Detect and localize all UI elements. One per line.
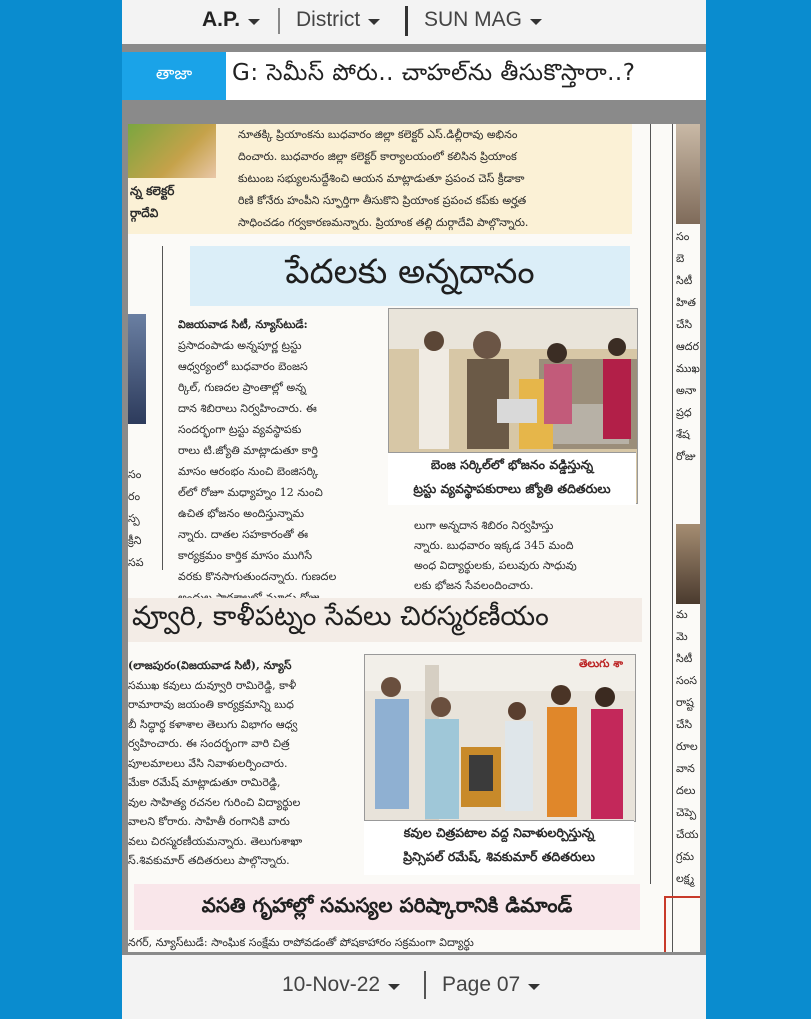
column-rule: [650, 124, 651, 884]
text-fragment: చేయ: [676, 828, 699, 841]
right-sliver-text: [676, 226, 700, 468]
left-sliver-photo: [128, 314, 146, 424]
right-sliver-box: [664, 896, 700, 952]
text-fragment: ప్రధ: [676, 406, 692, 419]
text-fragment: స్ప: [128, 512, 140, 525]
headline-story2: వ్వూరి, కాళీపట్నం సేవలు చిరస్మరణీయం: [128, 598, 642, 642]
text-line: లకు భోజన సేవలందించారు.: [414, 579, 534, 592]
chevron-down-icon: [530, 19, 542, 25]
state-label: A.P.: [202, 8, 241, 31]
right-sliver-photo: [676, 524, 700, 604]
right-sliver-photo: [676, 124, 700, 224]
chevron-down-icon: [368, 19, 380, 25]
text-line: పూలమాలలు వేసి నివాళులర్పించారు.: [128, 756, 288, 770]
chevron-down-icon: [388, 984, 400, 990]
caption-line: కవుల చిత్రపటాల వద్ద నివాళులర్పిస్తున్న: [403, 825, 595, 840]
district-dropdown[interactable]: [296, 8, 380, 32]
text-fragment: లక్ష్మ: [676, 872, 695, 885]
photo-banner-text: తెలుగు శా: [579, 657, 623, 670]
text-fragment: రోజు: [676, 450, 696, 463]
text-fragment: వాన: [676, 762, 695, 775]
text-line: కుటుంబ సభ్యులనుద్దేశించి ఆయన మాట్లాడుతూ ప్రపంచ చెస్ క్రీడాకా: [238, 172, 525, 185]
text-fragment: హిత: [676, 296, 696, 309]
text-fragment: గ్రమ: [676, 850, 695, 863]
text-line: మాసం ఆరంభం నుంచి బెంజిసర్కి: [178, 465, 319, 478]
text-line: ఆధ్వర్యంలో బుధవారం బెంజస: [178, 360, 308, 373]
text-fragment: శేష: [676, 428, 690, 441]
story1-left-column: [178, 314, 382, 608]
text-line: రిణి కోనేరు హంపీని స్ఫూర్తిగా తీసుకొని ప్రియాంక ప్రపంచ కప్‌కు అర్హత: [238, 194, 527, 207]
text-line: మేకా రమేష్ మాట్లాడుతూ రామిరెడ్డి,: [128, 776, 281, 789]
text-fragment: రం: [128, 490, 141, 503]
text-line: దించారు. బుధవారం జిల్లా కలెక్టర్ కార్యాలయంలో కలిసిన ప్రియాంక: [238, 150, 517, 163]
date-label: 10-Nov-22: [282, 973, 381, 996]
top-story-text: [238, 124, 630, 234]
caption-line: బెంజ సర్కిల్‌లో భోజనం వడ్డిస్తున్న: [430, 457, 594, 472]
story2-photo-caption: [364, 820, 634, 875]
text-line: స్.శివకుమార్ తదితరులు పాల్గొన్నారు.: [128, 854, 290, 867]
text-line: ప్రసాదంపాడు అన్నపూర్ణ ట్రస్టు: [178, 339, 302, 352]
caption-line: ప్రిన్సిపల్ రమేష్, శివకుమార్ తదితరులు: [403, 849, 595, 864]
chevron-down-icon: [248, 19, 260, 25]
text-line: వాలని కోరారు. సాహితీ రంగానికి వారు: [128, 815, 290, 828]
text-fragment: చెప్పె: [676, 806, 697, 819]
headline-story1: పేదలకు అన్నదానం: [190, 246, 630, 306]
text-line: రామారావు జయంతి కార్యక్రమాన్ని బుధ: [128, 698, 294, 711]
text-fragment: అనా: [676, 384, 697, 397]
text-fragment: ముఖ: [676, 362, 700, 375]
text-line: దాన శిబిరాలు నిర్వహించారు. ఈ: [178, 402, 317, 415]
caption-line: ట్రస్టు వ్యవస్థాపకురాలు జ్యోతి తదితరులు: [413, 481, 611, 496]
text-fragment: సప: [128, 556, 144, 569]
story1-right-column: [414, 516, 640, 596]
text-line: ల్‌లో రోజూ మధ్యాహ్నం 12 నుంచి: [178, 486, 323, 499]
text-line: సందర్భంగా ట్రస్టు వ్యవస్థాపకు: [178, 423, 302, 436]
sun-mag-label: SUN MAG: [424, 8, 523, 31]
text-line: సముఖ కవులు దువ్వూరి రామిరెడ్డి, కాళీ: [128, 678, 297, 692]
text-fragment: సిటీ: [676, 652, 693, 665]
left-sliver-text: [128, 464, 156, 574]
text-line: వలు చిరస్మరణీయమన్నారు. తెలుగుశాఖా: [128, 834, 303, 848]
text-fragment: మె: [676, 630, 688, 643]
ticker-badge: తాజా: [122, 52, 226, 100]
story2-text: [128, 656, 360, 871]
text-fragment: బె: [676, 252, 685, 265]
nav-divider: [278, 8, 280, 34]
top-nav-bar: [122, 0, 706, 44]
bottom-nav-bar: [122, 955, 706, 1019]
text-fragment: రూల: [676, 740, 698, 753]
text-fragment: చేసి: [676, 318, 693, 331]
text-line: ఉచిత భోజనం అందిస్తున్నామ: [178, 507, 305, 520]
story1-byline: విజయవాడ సిటీ, న్యూస్‌టుడే:: [178, 318, 308, 331]
nav-divider: [424, 971, 426, 999]
chevron-down-icon: [528, 984, 540, 990]
column-rule: [672, 124, 673, 952]
date-dropdown[interactable]: [282, 973, 400, 997]
text-line: కార్యక్రమం కార్తిక మాసం ముగిసే: [178, 549, 313, 562]
text-line: సాధించడం గర్వకారణమన్నారు. ప్రియాంక తల్లి దుర్గాదేవి పాల్గొన్నారు.: [238, 216, 529, 229]
photo-tribute-event: [365, 655, 635, 821]
news-ticker[interactable]: [122, 52, 706, 100]
text-line: న్నారు. దాతల సహకారంతో ఈ: [178, 528, 309, 541]
story1-photo-caption: [388, 452, 636, 505]
text-line: ర్కిల్, గుణదల ప్రాంతాల్లో అన్న: [178, 381, 307, 394]
page-dropdown[interactable]: [442, 973, 540, 997]
right-sliver-text: [676, 604, 700, 890]
text-line: వుల సాహిత్య రచనల గురించి విద్యార్థుల: [128, 795, 301, 809]
text-line: లుగా అన్నదాన శిబిరం నిర్వహిస్తు: [414, 519, 554, 532]
text-fragment: సం: [676, 230, 690, 243]
headline-story3: వసతి గృహాల్లో సమస్యల పరిష్కారానికి డిమాండ్: [134, 884, 640, 930]
district-label: District: [296, 8, 361, 31]
story2-photo: [364, 654, 636, 822]
epaper-page[interactable]: [128, 124, 700, 952]
app-viewport: [122, 0, 706, 1019]
text-line: నూతక్కి ప్రియాంకను బుధవారం జిల్లా కలెక్టర్ ఎస్.డిల్లీరావు అభినం: [238, 128, 518, 141]
text-fragment: సం: [128, 468, 142, 481]
text-line: (లాజపురం(విజయవాడ సిటీ), న్యూస్: [128, 659, 292, 672]
caption-line: ర్గాదేవి: [130, 206, 159, 220]
nav-divider: [405, 6, 408, 36]
text-fragment: చేసి: [676, 718, 693, 731]
text-line: బీ సిద్ధార్థ కళాశాల తెలుగు విభాగం ఆధ్వ: [128, 717, 298, 731]
column-rule: [162, 246, 163, 570]
story3-text: [128, 932, 640, 952]
text-fragment: రాష్ట: [676, 696, 694, 709]
text-fragment: క్రీని: [128, 534, 142, 547]
text-fragment: మ: [676, 608, 688, 621]
text-line: అంధ విద్యార్థులకు, పలువురు సాధువు: [414, 559, 577, 572]
top-story-photo: [128, 124, 216, 178]
text-fragment: దలు: [676, 784, 696, 797]
text-fragment: సిటీ: [676, 274, 693, 287]
text-line: న్నారు. బుధవారం ఇక్కడ 345 మంది: [414, 539, 574, 552]
text-line: నగర్, న్యూస్‌టుడే: సాంఘిక సంక్షేమ రాపోవడంతో పోషకాహారం సక్రమంగా విద్యార్థు: [128, 936, 474, 949]
text-fragment: ఆదర: [676, 340, 700, 353]
text-line: ర్వహించారు. ఈ సందర్భంగా వారి చిత్ర: [128, 737, 290, 750]
text-fragment: సంస: [676, 674, 698, 687]
ticker-headline[interactable]: G: సెమీస్ పోరు.. చాహల్‌ను తీసుకొస్తారా..?: [232, 60, 636, 86]
page-label: Page 07: [442, 973, 521, 996]
sun-mag-dropdown[interactable]: [424, 8, 542, 32]
caption-line: న్న కలెక్టర్: [130, 184, 175, 198]
text-line: రాలు టి.జ్యోతి మాట్లాడుతూ కార్తి: [178, 444, 318, 457]
top-story-caption: [130, 180, 220, 224]
text-line: వరకు కొనసాగుతుందన్నారు. గుణదల: [178, 570, 337, 583]
state-dropdown[interactable]: [202, 8, 260, 32]
